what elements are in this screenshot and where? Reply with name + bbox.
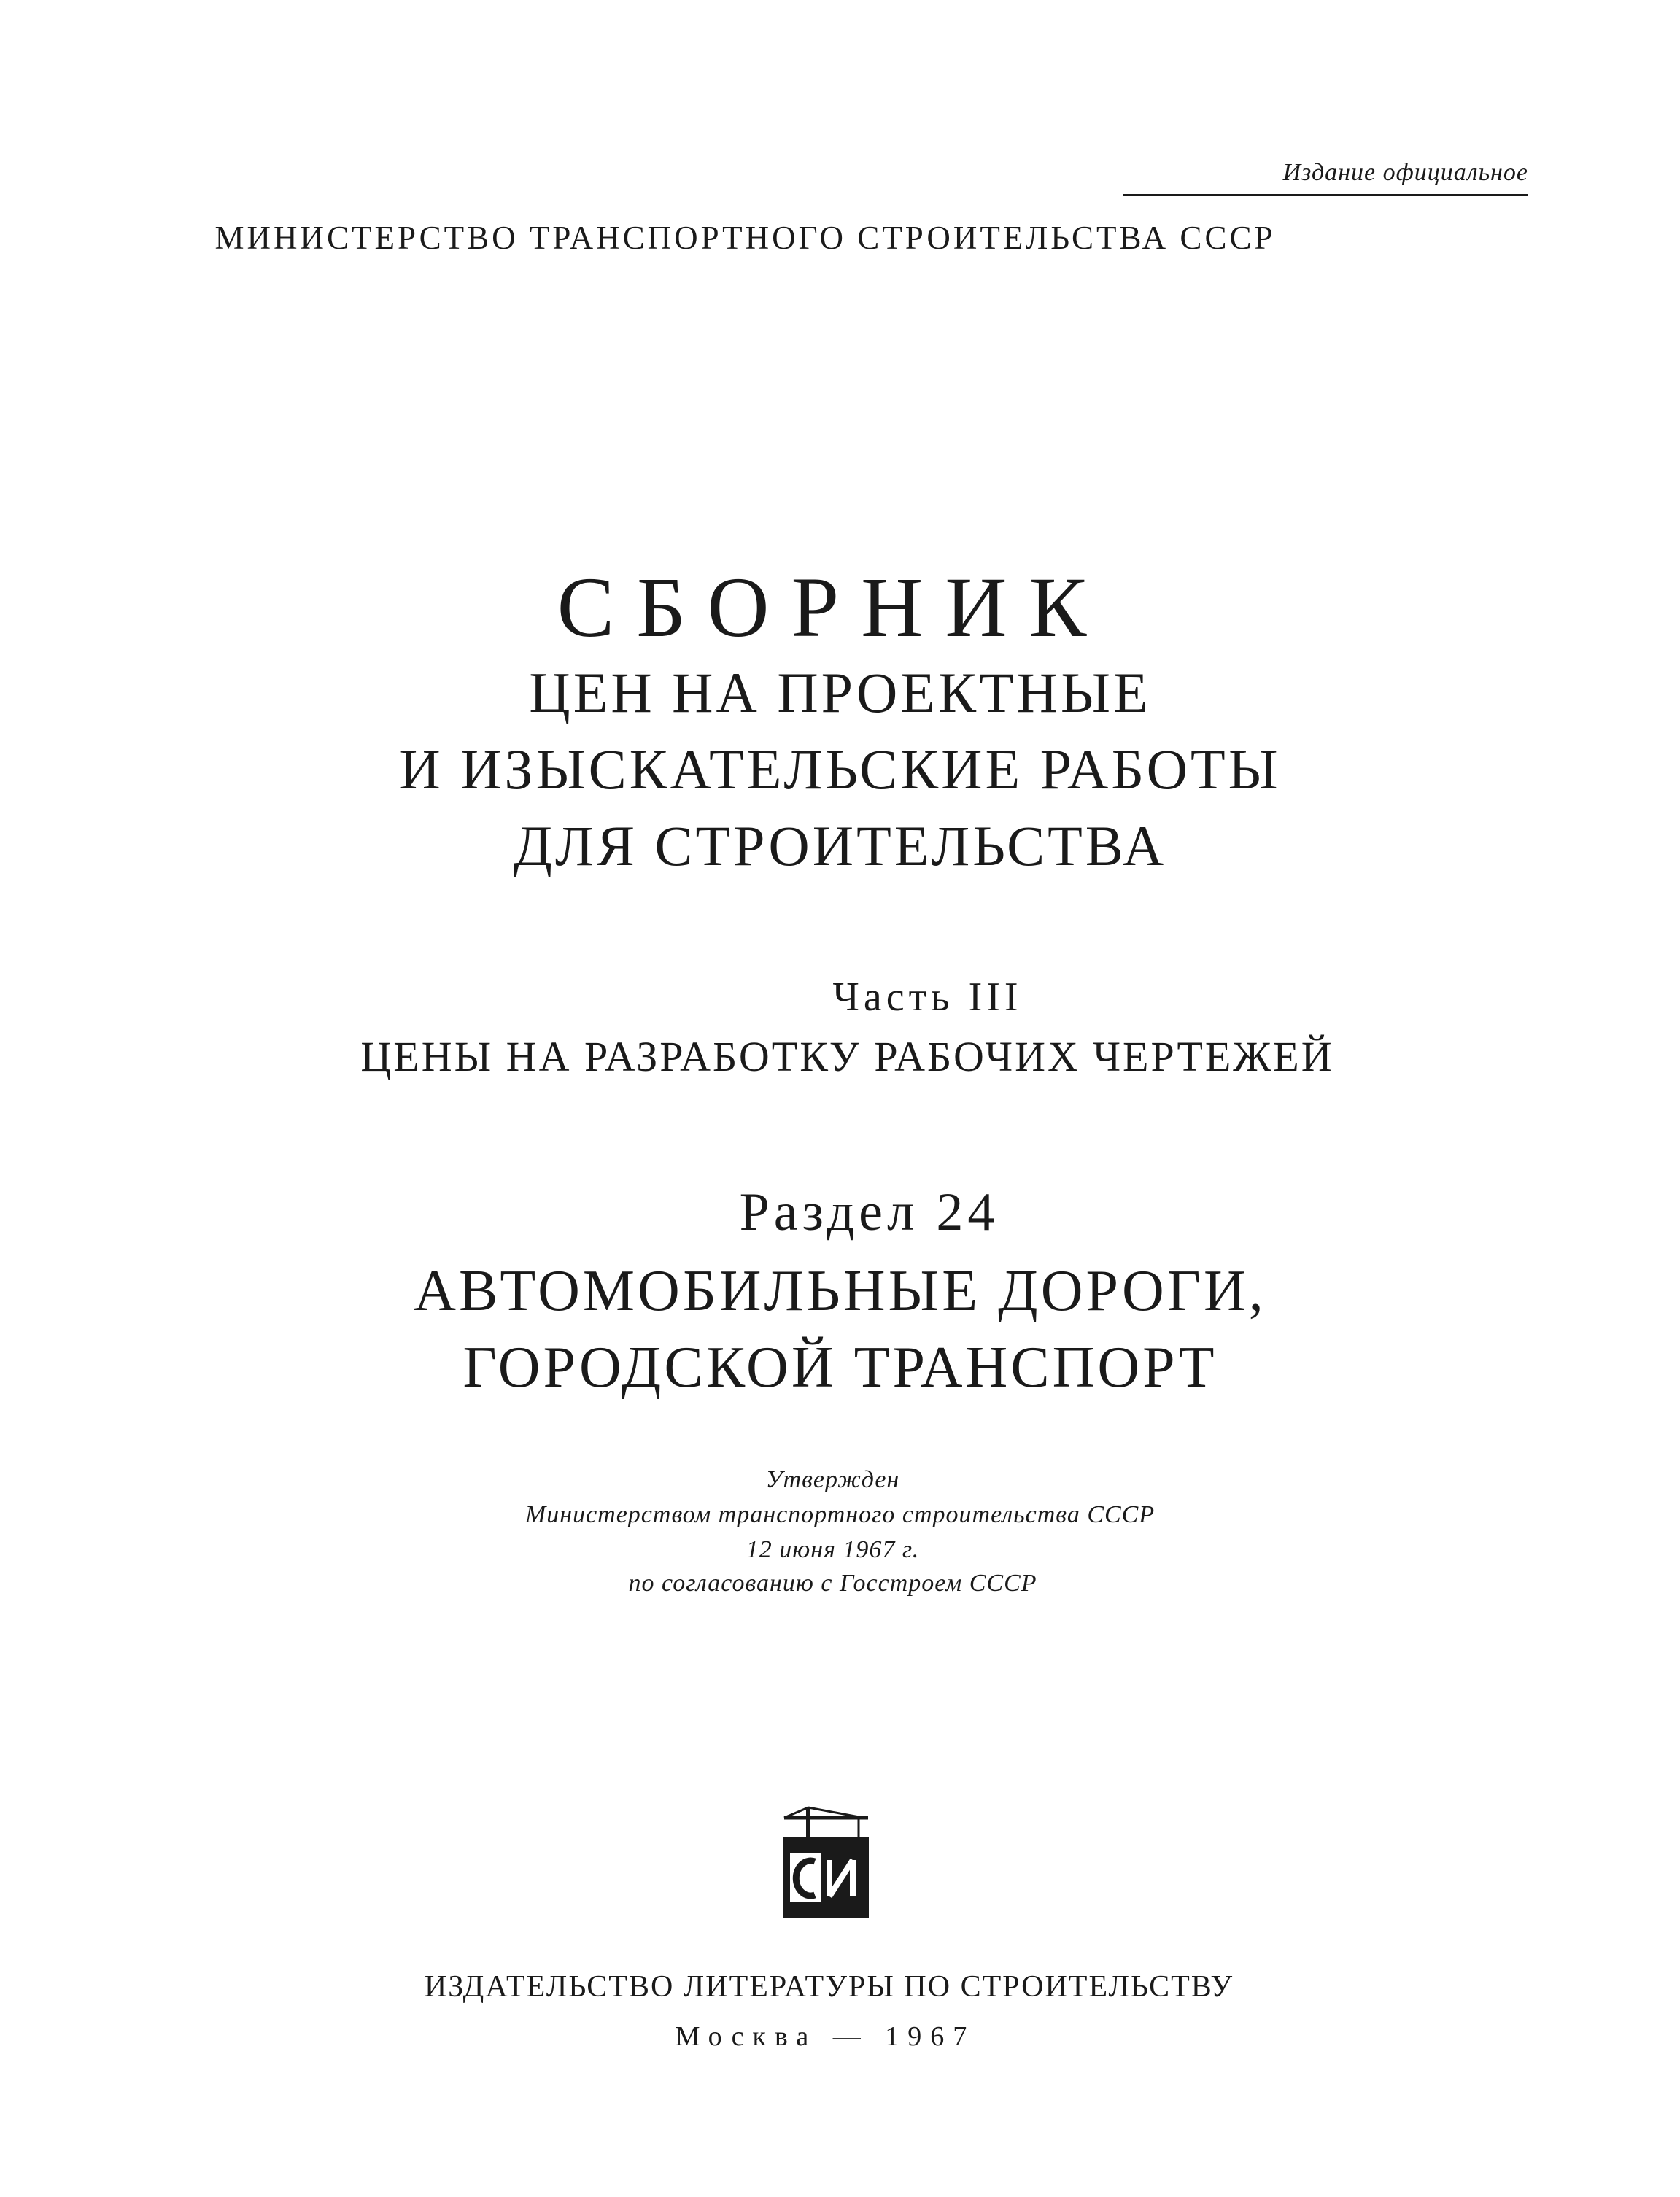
publisher-name: ИЗДАТЕЛЬСТВО ЛИТЕРАТУРЫ ПО СТРОИТЕЛЬСТВУ: [424, 1970, 1234, 2004]
edition-stamp: Издание официальное: [1282, 159, 1528, 186]
approval-line-2: Министерством транспортного строительства СССР: [524, 1501, 1156, 1528]
approval-line-4: по согласованию с Госстроем СССР: [628, 1570, 1037, 1597]
title-line-3: ДЛЯ СТРОИТЕЛЬСТВА: [513, 814, 1167, 877]
title-line-2: И ИЗЫСКАТЕЛЬСКИЕ РАБОТЫ: [399, 737, 1281, 801]
section-label: Раздел 24: [739, 1182, 999, 1242]
section-title-line-1: АВТОМОБИЛЬНЫЕ ДОРОГИ,: [414, 1259, 1266, 1323]
part-title: ЦЕНЫ НА РАЗРАБОТКУ РАБОЧИХ ЧЕРТЕЖЕЙ: [360, 1033, 1334, 1080]
edition-underline: [1123, 194, 1528, 196]
part-label: Часть III: [832, 974, 1023, 1020]
document-title: СБОРНИК: [557, 559, 1109, 655]
ministry-header-text: МИНИСТЕРСТВО ТРАНСПОРТНОГО СТРОИТЕЛЬСТВА СССР: [214, 220, 1276, 256]
publisher-logo-graphic: [777, 1802, 875, 1922]
approval-line-1: Утвержден: [765, 1466, 900, 1493]
approval-line-3: 12 июня 1967 г.: [746, 1536, 920, 1563]
ministry-header: [0, 219, 1680, 257]
publisher-logo-icon: [777, 1802, 875, 1922]
title-line-1: ЦЕН НА ПРОЕКТНЫЕ: [529, 661, 1151, 724]
city-year: Москва — 1967: [675, 2021, 976, 2052]
section-title-line-2: ГОРОДСКОЙ ТРАНСПОРТ: [462, 1336, 1218, 1400]
